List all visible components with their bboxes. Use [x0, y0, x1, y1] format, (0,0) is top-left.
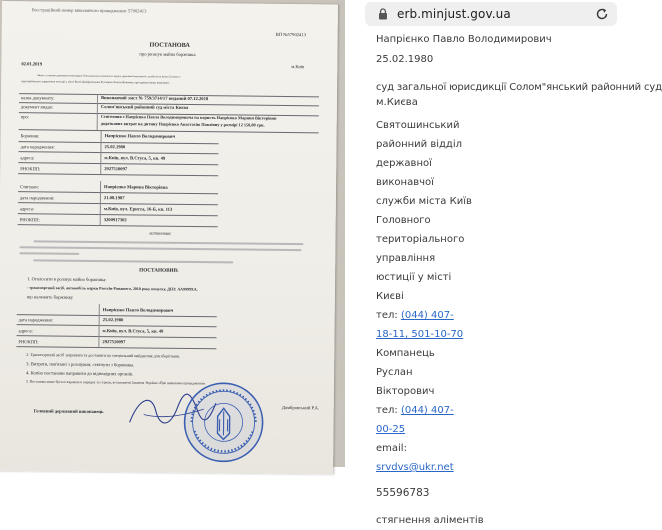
table-rule [16, 346, 216, 349]
record-debtor-dob: 25.02.1980 [376, 54, 434, 65]
claimant-dob-label: дата народження: [19, 195, 55, 201]
subject-label: про: [20, 114, 30, 120]
claimant-label: Стягувач: [20, 184, 39, 190]
record-footer [376, 0, 626, 526]
officer-phone-label: тел: [376, 405, 398, 416]
office-line: виконавчої [376, 177, 434, 188]
office-line: юстиції у місті [376, 272, 452, 283]
office-line: державної [376, 158, 432, 169]
debtor2-dob-label: дата народження: [18, 317, 53, 323]
resolution-item-1-vehicle: - транспортний засіб, автомобіль марки Porsche Panamera, 2010 року випуску, ДНЗ: АА9999ХА, [26, 285, 198, 292]
office-line: територіального [376, 234, 465, 245]
body-text-line [19, 252, 79, 255]
intro-line: Мною, головним державним виконавцем Святошинського районного відділу державної виконавчої служби міста Києва Головного [37, 73, 181, 79]
debtor2-rnokpp-label: РНОКПП: [18, 339, 39, 345]
debtor-label: Боржник: [20, 133, 40, 139]
resolution-item-1: 1. Оголосити в розшук майно боржника: [27, 276, 107, 283]
table-rule [16, 335, 216, 338]
resolution-item-2: 2. Транспортний засіб затримати та доставити на спеціальний майданчик для зберігання. [26, 352, 180, 359]
url-text: erb.minjust.gov.ua [397, 7, 511, 21]
table-rule [18, 162, 218, 165]
office-phone-link[interactable]: (044) 407- [400, 310, 454, 321]
document-subtitle: про розшук майна боржника [139, 51, 196, 58]
document-city: м.Київ [291, 64, 305, 70]
office-phone-label: тел: [376, 310, 398, 321]
debtor2-address: м.Київ, вул. В.Стуса, 5, кв. 49 [102, 328, 164, 334]
debtor-dob: 25.02.1980 [104, 144, 126, 150]
officer-name-line: Компанець [376, 348, 435, 359]
resolution-item-3: 3. Витрати, пов'язані з розшуком, стягнути з боржника. [26, 361, 135, 368]
debtor2-name: Напрієнко Павло Володимирович [102, 307, 174, 313]
claimant-address-label: адреса: [19, 206, 35, 212]
official-stamp-icon [182, 381, 265, 464]
signer-name: Домбровський Р.А. [281, 404, 320, 411]
body-text-line [33, 240, 303, 245]
debtor-name: Напрієнко Павло Володимирович [104, 133, 176, 139]
claimant-name: Напрієнко Марина Вікторівна [104, 184, 168, 190]
resolution-item-5: 5. Постанова може бути оскаржена в порядку та строки, встановлені Законом України «Про виконавче провадження». [25, 379, 207, 386]
debtor-rnokpp-label: РНОКПП: [20, 166, 41, 172]
debtor2-rnokpp: 2927510097 [102, 339, 126, 345]
writ-value: Виконавчий лист № 759/3714/17 виданий 07.12.2018 [100, 95, 209, 102]
table-rule [18, 224, 218, 227]
debtor-dob-label: дата народження: [20, 144, 55, 150]
resolution-item-4: 4. Копію постанови направити до відповідних органів. [26, 370, 134, 377]
claimant-address: м.Київ, вул. Ернста, 16-Б, кв. 113 [103, 206, 173, 212]
office-line: Святошинський [376, 120, 460, 131]
email-link[interactable]: srvdvs@ukr.net [376, 462, 454, 473]
record-debtor-name: Напрієнко Павло Володимирович [376, 34, 552, 45]
body-text-line [33, 259, 233, 263]
debtor-rnokpp: 2927510097 [104, 166, 128, 172]
signer-role: Головний державний виконавець [33, 408, 104, 415]
document-title: ПОСТАНОВА [149, 41, 190, 49]
body-text-line [19, 246, 301, 251]
document-date: 02.01.2019 [21, 61, 43, 67]
debtor-address: м.Київ, вул. В.Стуса, 5, кв. 49 [104, 155, 166, 161]
table-rule [17, 324, 217, 327]
resolved-heading: ПОСТАНОВИВ: [139, 267, 179, 274]
issuer-label: документ видав: [20, 104, 53, 110]
table-rule [18, 191, 218, 194]
document-photo [0, 0, 345, 467]
office-line: Головного [376, 215, 431, 226]
officer-name-line: Вікторович [376, 386, 435, 397]
table-rule [18, 173, 218, 176]
officer-phone-link[interactable]: (044) 407- [400, 405, 454, 416]
court-resolution-paper [0, 1, 338, 474]
office-phone-link-continued[interactable]: 18-11, 501-10-70 [376, 329, 464, 340]
record-court-line-2: м.Києва [376, 97, 418, 108]
debtor2-address-label: адреса: [18, 328, 33, 334]
table-rule [18, 151, 218, 154]
resolution-item-1-tail: що належить боржнику [26, 294, 74, 300]
table-rule [18, 202, 218, 205]
office-line: Києві [376, 291, 404, 302]
established-heading: встановив: [149, 230, 172, 236]
officer-phone-link-continued[interactable]: 00-25 [376, 424, 406, 435]
debtor2-dob: 25.02.1980 [102, 317, 124, 323]
debtor-address-label: адреса: [20, 155, 35, 161]
proceeding-number: 55596783 [376, 487, 430, 499]
proceeding-number-right: ВП №57902413 [275, 31, 306, 38]
claimant-dob: 21.08.1987 [103, 195, 125, 201]
office-line: управління [376, 253, 436, 264]
record-court-line-1: суд загальної юрисдикції Солом"янський районний суд [376, 82, 662, 93]
issuer-value: Солом'янський районний суд міста Києва [100, 104, 189, 110]
office-line: служби міста Київ [376, 196, 472, 207]
writ-label: назва документу: [20, 95, 55, 101]
registry-number: Реєстраційний номер виконавчого провадження: 57902413 [31, 7, 147, 14]
email-label: email: [376, 443, 407, 454]
subject-value: Стягнення з Напрієнка Павла Володимировича на користь Напрієнко Марини Вікторівни [100, 114, 277, 121]
table-rule [19, 129, 319, 133]
claimant-rnokpp: 3200917302 [103, 217, 127, 223]
proceeding-category: стягнення аліментів [376, 515, 484, 526]
table-divider [97, 94, 98, 130]
officer-name-line: Руслан [376, 367, 413, 378]
office-line: районний відділ [376, 139, 463, 150]
subject-value-2: додаткових витрат на дитину Напрієнко Анастасію Павлівну у розмірі 12 150,00 грн. [100, 121, 265, 128]
table-rule [18, 213, 218, 216]
claimant-rnokpp-label: РНОКПП: [19, 217, 40, 223]
intro-line-2: територіального управління юстиції у місті Києві Домбровським Русланом Анатолійовичем, при примусовому виконанні: [21, 79, 170, 85]
